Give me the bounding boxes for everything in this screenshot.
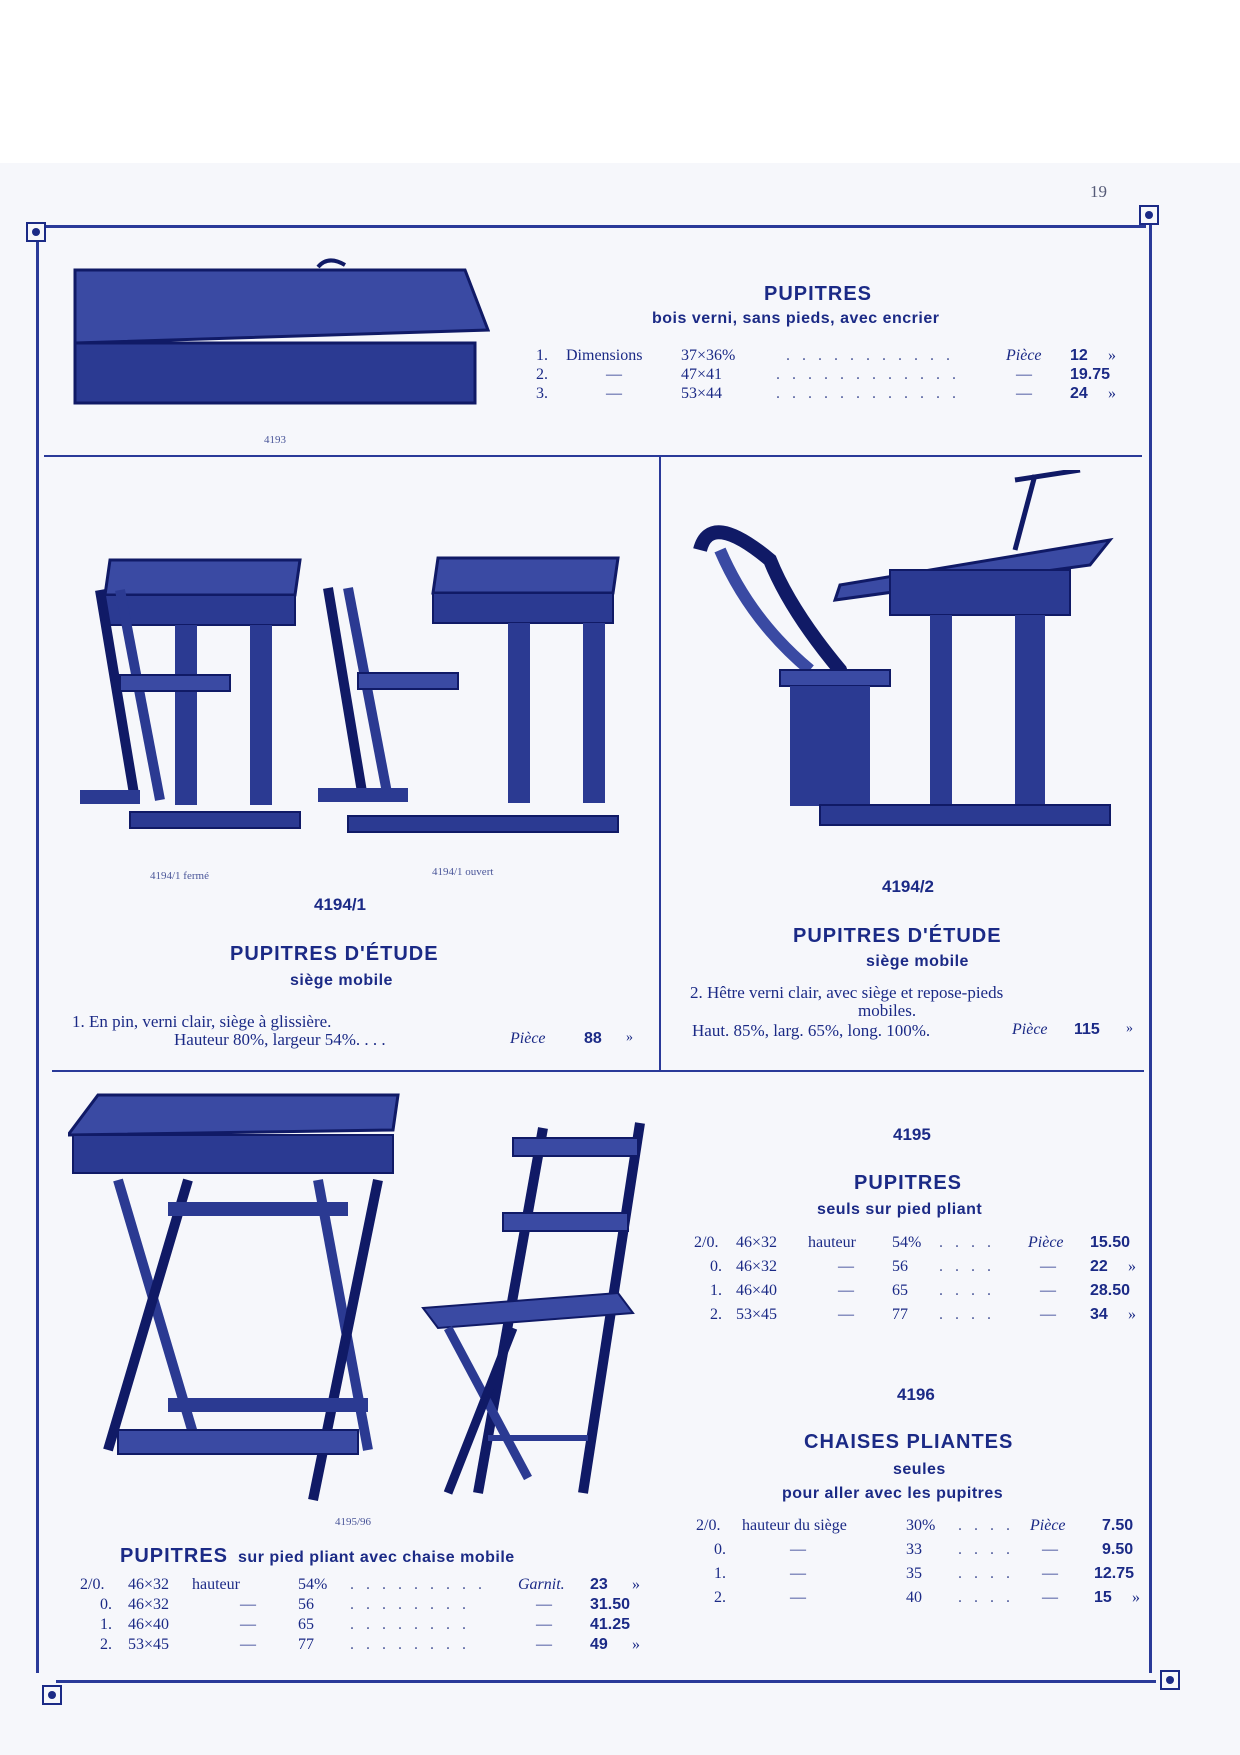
price-mark: »: [626, 1030, 633, 1045]
unit-label: Pièce: [1012, 1021, 1048, 1038]
row-unit: Pièce: [1028, 1234, 1064, 1251]
row-dimensions: 53×45: [736, 1306, 778, 1323]
section-subtitle: bois verni, sans pieds, avec encrier: [652, 310, 940, 327]
row-price: 49: [590, 1636, 608, 1653]
section-subtitle: pour aller avec les pupitres: [782, 1485, 1004, 1502]
row-price: 23: [590, 1576, 608, 1593]
row-number: 1.: [714, 1565, 726, 1582]
row-unit: —: [1040, 1258, 1056, 1275]
dot-leader: . . . . . . . .: [350, 1616, 470, 1633]
row-label: —: [606, 366, 622, 383]
dot-leader: . . . .: [939, 1282, 995, 1299]
row-label: —: [790, 1589, 806, 1606]
row-number: 0.: [100, 1596, 112, 1613]
row-price: 12: [1070, 347, 1088, 364]
study-desk-closed-illustration: [80, 550, 310, 840]
illustration-caption: 4194/1 ouvert: [432, 866, 494, 878]
writing-desk-illustration: [70, 255, 490, 415]
row-unit: Garnit.: [518, 1576, 565, 1593]
illustration-caption: 4194/1 fermé: [150, 870, 209, 882]
dot-leader: . . . .: [958, 1565, 1014, 1582]
row-label: —: [240, 1636, 256, 1653]
row-label: —: [790, 1565, 806, 1582]
description-line: 2. Hêtre verni clair, avec siège et repose-pieds: [690, 983, 1004, 1002]
row-dimensions: 46×32: [128, 1596, 170, 1613]
row-height: 30%: [906, 1517, 936, 1534]
reference-number: 4194/2: [882, 877, 934, 896]
unit-label: Pièce: [510, 1030, 546, 1047]
row-price: 19.75: [1070, 366, 1111, 383]
row-label: hauteur: [192, 1576, 240, 1593]
row-mark: »: [1108, 385, 1116, 402]
study-desk-mobile-seat-illustration: [690, 470, 1120, 860]
row-label: —: [838, 1282, 854, 1299]
section-heading: [120, 1545, 515, 1568]
reference-number: 4195: [893, 1125, 931, 1144]
row-mark: »: [1132, 1589, 1140, 1606]
row-price: 41.25: [590, 1616, 631, 1633]
reference-number: 4194/1: [314, 895, 366, 914]
divider-vertical: [659, 457, 661, 1070]
row-dimensions: 46×32: [736, 1258, 778, 1275]
row-dimensions: 37×36%: [681, 347, 736, 364]
row-label: —: [838, 1306, 854, 1323]
row-height: 65: [298, 1616, 314, 1633]
frame-left-line: [36, 233, 39, 1673]
section-subtitle: seules: [893, 1461, 946, 1478]
folding-desk-illustration: [68, 1090, 408, 1510]
divider-2: [52, 1070, 1144, 1072]
dot-leader: . . . .: [958, 1517, 1014, 1534]
price-mark: »: [1126, 1021, 1133, 1036]
dot-leader: . . . .: [958, 1589, 1014, 1606]
row-number: 0.: [714, 1541, 726, 1558]
row-price: 22: [1090, 1258, 1108, 1275]
row-price: 31.50: [590, 1596, 631, 1613]
section-subtitle: sur pied pliant avec chaise mobile: [238, 1549, 515, 1566]
row-price: 24: [1070, 385, 1088, 402]
corner-ornament-icon: [1139, 205, 1159, 225]
row-number: 2.: [100, 1636, 112, 1653]
row-label: —: [240, 1616, 256, 1633]
row-mark: »: [1108, 347, 1116, 364]
row-mark: »: [632, 1636, 640, 1653]
row-price: 28.50: [1090, 1282, 1131, 1299]
row-price: 12.75: [1094, 1565, 1135, 1582]
row-unit: —: [1042, 1541, 1058, 1558]
dot-leader: . . . . . . . .: [350, 1636, 470, 1653]
row-number: 3.: [536, 385, 548, 402]
row-dimensions: 53×44: [681, 385, 723, 402]
row-label: hauteur du siège: [742, 1517, 847, 1534]
row-number: 2/0.: [694, 1234, 719, 1251]
row-price: 34: [1090, 1306, 1108, 1323]
row-label: hauteur: [808, 1234, 856, 1251]
section-title: PUPITRES: [854, 1172, 963, 1194]
row-unit: —: [536, 1616, 552, 1633]
row-height: 77: [298, 1636, 314, 1653]
row-height: 35: [906, 1565, 922, 1582]
section-subtitle: seuls sur pied pliant: [817, 1201, 983, 1218]
row-unit: —: [1042, 1589, 1058, 1606]
row-height: 40: [906, 1589, 922, 1606]
row-unit: —: [1040, 1282, 1056, 1299]
page-number: 19: [1090, 182, 1107, 201]
row-mark: »: [632, 1576, 640, 1593]
row-label: Dimensions: [566, 347, 643, 364]
row-number: 1.: [100, 1616, 112, 1633]
row-price: 9.50: [1102, 1541, 1134, 1558]
row-unit: —: [1016, 385, 1032, 402]
row-height: 56: [892, 1258, 908, 1275]
row-number: 2/0.: [696, 1517, 721, 1534]
row-unit: Pièce: [1030, 1517, 1066, 1534]
row-dimensions: 53×45: [128, 1636, 170, 1653]
row-unit: —: [536, 1596, 552, 1613]
corner-ornament-icon: [26, 222, 46, 242]
study-desk-open-illustration: [318, 548, 628, 858]
section-subtitle: siège mobile: [290, 972, 393, 989]
price: 115: [1074, 1021, 1100, 1038]
illustration-caption: 4193: [264, 434, 286, 446]
row-mark: »: [1128, 1306, 1136, 1323]
dot-leader: . . . . . . . . . . . .: [776, 366, 960, 383]
row-number: 0.: [710, 1258, 722, 1275]
illustration-caption: 4195/96: [335, 1516, 372, 1528]
section-title: PUPITRES D'ÉTUDE: [230, 943, 439, 965]
frame-bottom-line: [56, 1680, 1156, 1683]
row-number: 1.: [536, 347, 548, 364]
row-height: 77: [892, 1306, 908, 1323]
row-label: —: [790, 1541, 806, 1558]
dot-leader: . . . . . . . . .: [350, 1576, 486, 1593]
row-price: 15: [1094, 1589, 1112, 1606]
row-height: 54%: [298, 1576, 328, 1593]
dot-leader: . . . .: [939, 1306, 995, 1323]
row-dimensions: 46×32: [128, 1576, 170, 1593]
folding-chair-illustration: [418, 1118, 648, 1508]
price: 88: [584, 1030, 602, 1047]
section-title: CHAISES PLIANTES: [804, 1431, 1014, 1453]
row-height: 33: [906, 1541, 922, 1558]
section-title: PUPITRES D'ÉTUDE: [793, 925, 1002, 947]
frame-right-line: [1149, 218, 1152, 1673]
description-line: Hauteur 80%, largeur 54%. . . .: [174, 1030, 386, 1049]
dot-leader: . . . .: [939, 1234, 995, 1251]
section-title: PUPITRES: [120, 1545, 229, 1567]
description-line: 1. En pin, verni clair, siège à glissière.: [72, 1012, 332, 1031]
row-price: 7.50: [1102, 1517, 1134, 1534]
row-price: 15.50: [1090, 1234, 1131, 1251]
row-mark: »: [1128, 1258, 1136, 1275]
row-height: 54%: [892, 1234, 922, 1251]
divider-1: [44, 455, 1142, 457]
row-dimensions: 47×41: [681, 366, 723, 383]
section-title: PUPITRES: [764, 283, 873, 305]
corner-ornament-icon: [42, 1685, 62, 1705]
row-dimensions: 46×32: [736, 1234, 778, 1251]
row-dimensions: 46×40: [736, 1282, 778, 1299]
row-number: 2.: [714, 1589, 726, 1606]
row-unit: —: [536, 1636, 552, 1653]
row-height: 65: [892, 1282, 908, 1299]
description-line: mobiles.: [858, 1001, 917, 1020]
frame-top-line: [44, 225, 1146, 228]
row-number: 1.: [710, 1282, 722, 1299]
dot-leader: . . . . . . . . . . .: [786, 347, 954, 364]
row-unit: —: [1042, 1565, 1058, 1582]
section-subtitle: siège mobile: [866, 953, 969, 970]
row-dimensions: 46×40: [128, 1616, 170, 1633]
row-number: 2.: [536, 366, 548, 383]
dot-leader: . . . . . . . . . . . .: [776, 385, 960, 402]
row-number: 2/0.: [80, 1576, 105, 1593]
row-unit: —: [1040, 1306, 1056, 1323]
row-height: 56: [298, 1596, 314, 1613]
dot-leader: . . . . . . . .: [350, 1596, 470, 1613]
dot-leader: . . . .: [939, 1258, 995, 1275]
row-number: 2.: [710, 1306, 722, 1323]
corner-ornament-icon: [1160, 1670, 1180, 1690]
row-unit: —: [1016, 366, 1032, 383]
row-label: —: [838, 1258, 854, 1275]
description-line: Haut. 85%, larg. 65%, long. 100%.: [692, 1021, 931, 1040]
dot-leader: . . . .: [958, 1541, 1014, 1558]
reference-number: 4196: [897, 1385, 935, 1404]
row-label: —: [240, 1596, 256, 1613]
row-label: —: [606, 385, 622, 402]
row-unit: Pièce: [1006, 347, 1042, 364]
